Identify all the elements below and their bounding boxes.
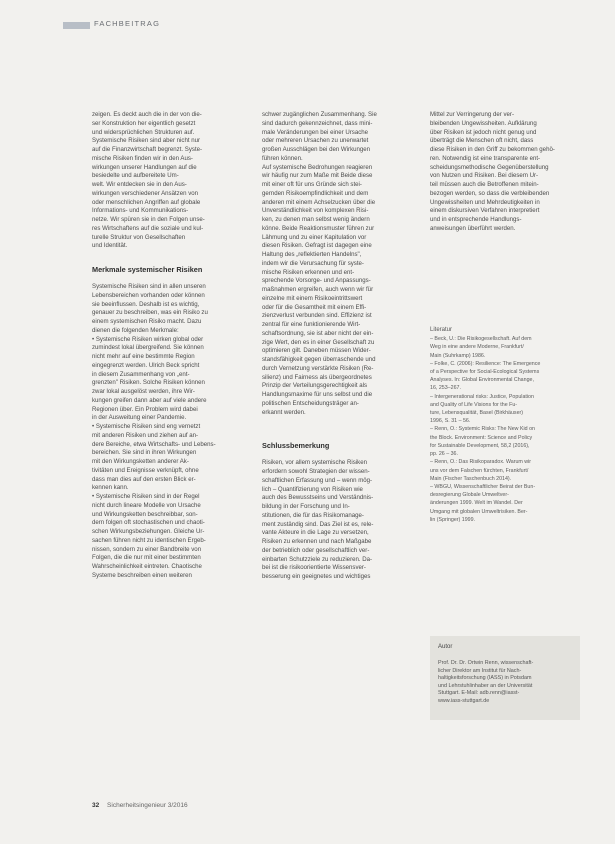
text-line: lich – Quantifizierung von Risiken wie [262, 485, 363, 493]
text-line: mit den Wirkungsketten anderer Ak- [92, 458, 189, 465]
reference-line: 1996, S. 31 – 56. [430, 418, 471, 425]
reference-line: Weg in eine andere Moderne, Frankfurt/ [430, 344, 524, 351]
text-line: und Wirkungsketten beschreibbar, son- [92, 510, 198, 518]
reference-line: for Sustainable Development, 58,2 (2016), [430, 442, 530, 449]
text-line: diesen Risiken. Gefragt ist dagegen eine [262, 242, 372, 250]
reference-line: 16, 253–267. [430, 385, 461, 392]
text-line: einbarten Schutzziele zu reduzieren. Da- [262, 555, 373, 563]
text-line: silienz) und Fairness als übergeordnetes [262, 373, 372, 381]
text-line: wir häufig nur zum Maße mit Beide diese [262, 172, 373, 180]
text-line: stitutionen, die für das Risikomanage- [262, 511, 364, 519]
text-line: Systemische Risiken sind aber nicht nur [92, 137, 201, 145]
reference-line: – Intergenerational risks: Justice, Population [430, 393, 534, 400]
text-line: bildung in der Forschung und In- [262, 503, 350, 510]
text-line: einem diskursiven Verfahren interpretiert [430, 207, 540, 215]
text-line: Wahrscheinlichkeit eintreten. Chaotische [92, 563, 202, 570]
text-line: male Veränderungen bei einer Ursache [262, 128, 369, 136]
text-line: und widersprüchlichen Strukturen auf. [92, 128, 195, 136]
text-line: vante Akteure in die Lage zu versetzen, [262, 529, 369, 537]
reference-line: – Folke, C. (2006): Resilience: The Emergence [430, 360, 541, 367]
text-line: besiedelte und aufbereitete Um- [92, 172, 179, 180]
text-line: teil müssen auch die Betroffenen mitein- [430, 181, 539, 188]
column-2-body2 [262, 459, 412, 582]
reference-line: ture, Lebensqualität, Basel (Birkhäuser) [430, 410, 524, 417]
text-line: tivitäten und Ereignisse verknüpft, ohne [92, 466, 199, 474]
text-line: zwar lokal ausgelöst werden, ihre Wir- [92, 388, 195, 395]
text-line: großen Ausschlägen bei den Wirkungen [262, 146, 371, 153]
bullet-line: • Systemische Risiken wirken global oder [92, 335, 204, 343]
text-line: Informations- und Kommunikations- [92, 207, 189, 215]
reference-line: – Renn, O.: Das Risikoparadox. Warum wir [430, 459, 532, 466]
column-3-body [430, 111, 580, 234]
text-line: schaftlichen Erfassung und – wenn mög- [262, 476, 373, 484]
text-line: zienzverlust verbunden sind. Effizienz ist [262, 312, 372, 320]
text-column-1 [92, 111, 242, 581]
text-line: scheidungsmethodische Gegenüberstellung [430, 163, 549, 171]
text-line: dass man dies auf den ersten Blick er- [92, 475, 196, 483]
text-line: mit einer oft für uns Gründe sich stei- [262, 181, 362, 188]
text-line: und Identität. [92, 242, 128, 250]
text-line: Auf systemische Bedrohungen reagieren [262, 163, 373, 171]
text-line: welt. Wir entdecken sie in den Aus- [92, 181, 187, 188]
text-line: diese Risiken in den Griff zu bekommen gehö- [430, 146, 555, 153]
section-label: FACHBEITRAG [94, 19, 161, 28]
text-line: durch Vernetzung verstärkte Risiken (Re- [262, 364, 374, 372]
publication-name: Sicherheitsingenieur 3/2016 [107, 802, 188, 809]
author-line: und Lehrstuhlinhaber an der Universität [438, 682, 533, 689]
text-line: ment zuständig sind. Das Ziel ist es, rele- [262, 520, 374, 528]
author-box [430, 636, 580, 720]
text-line: bleibenden Ungewissheiten. Aufklärung [430, 119, 537, 127]
text-line: zentral für eine funktionierende Wirt- [262, 321, 361, 328]
text-line: nicht mehr auf eine bestimmte Region [92, 353, 195, 360]
author-line: www.iass-stuttgart.de [438, 697, 490, 704]
text-line: dern folgen oft stochastischen und chaoti- [92, 519, 205, 527]
text-line: Lähmung und zu einer Kapitulation vor [262, 233, 367, 241]
section-heading-merkmale: Merkmale systemischer Risiken [92, 265, 203, 274]
text-line: überträgt die Menschen oft nicht, dass [430, 137, 534, 145]
text-line: Unverständlichkeit von komplexen Risi- [262, 207, 369, 215]
text-line: eingegrenzt werden. Ulrich Beck spricht [92, 361, 200, 369]
author-box-text [438, 660, 574, 706]
text-line: erfordern sowohl Strategien der wissen- [262, 468, 370, 475]
text-line: Systeme beschreiben einen weiteren [92, 571, 192, 579]
text-line: kungen greifen dann aber auf viele andere [92, 396, 207, 404]
text-line: besserung ein geeignetes und wichtiges [262, 573, 371, 580]
text-line: res Wirtschaftens auf die soziale und kul- [92, 224, 204, 232]
text-line: sachen führen nicht zu identischen Ergeb- [92, 536, 206, 544]
reference-line: the Block. Environment: Science and Policy [430, 434, 533, 441]
text-line: optimieren gilt. Daneben müssen Wider- [262, 347, 371, 355]
text-line: Prinzip der Verteilungsgerechtigkeit als [262, 382, 368, 390]
reference-line: uns vor dem Falschen fürchten, Frankfurt/ [430, 467, 529, 474]
text-line: auch des Bewusstseins und Verständnis- [262, 494, 374, 502]
text-line: erkannt werden. [262, 408, 306, 416]
text-line: wirkungen verschiedener Ansätzen von [92, 189, 199, 197]
text-line: grenzten" Risiken. Solche Risiken können [92, 379, 205, 387]
text-line: einem systemischen Risiko macht. Dazu [92, 318, 202, 325]
author-line: haltigkeitsforschung (IASS) in Potsdam [438, 675, 532, 682]
column-1-intro [92, 111, 242, 251]
text-line: gernden Risikoempfindlichkeit und dem [262, 189, 369, 197]
reference-line: Main (Suhrkamp) 1986. [430, 352, 486, 359]
text-line: Lebensbereichen vorhanden oder können [92, 291, 205, 299]
text-line: Systemische Risiken sind in allen unseren [92, 283, 206, 290]
reference-line: and Quality of Life Visions for the Fu- [430, 401, 518, 408]
text-line: mische Risiken erkennen und ent- [262, 268, 355, 276]
text-line: kennen kann. [92, 484, 129, 492]
text-line: wirkungen unserer Handlungen auf die [92, 163, 197, 171]
reference-line: lin (Springer) 1999. [430, 516, 476, 523]
text-line: sprechende Vorsorge- und Anpassungs- [262, 277, 371, 285]
text-line: indem wir die Verursachung für syste- [262, 259, 364, 267]
text-line: schaftsordnung, sie ist aber nicht der ein- [262, 329, 374, 337]
text-line: sind dadurch gekennzeichnet, dass mini- [262, 119, 373, 127]
text-line: Folgen, die die nur mit einer bestimmten [92, 554, 201, 562]
author-line: Prof. Dr. Dr. Ortwin Renn, wissenschaft- [438, 660, 534, 666]
text-line: einzelne mit einem Risikoeintrittswert [262, 294, 363, 302]
text-line: in der Ausweitung einer Pandemie. [92, 414, 187, 422]
text-line: zumindest lokal übergreifend. Sie können [92, 344, 204, 352]
text-line: ken, zu denen man selbst wenig ändern [262, 216, 370, 223]
text-line: Risiken zu erkennen und nach Maßgabe [262, 538, 372, 545]
column-2-body [262, 111, 412, 417]
text-line: Ungewissheiten und Mehrdeutigkeiten in [430, 198, 540, 206]
text-line: zige Wert, den es in einer Gesellschaft zu [262, 338, 375, 346]
text-line: bezogen werden, so dass die verbleibenden [430, 189, 550, 197]
text-line: in diesem Zusammenhang von „ent- [92, 370, 190, 378]
text-line: Regionen über. Ein Problem wird dabei [92, 405, 198, 413]
text-line: dienen die folgenden Merkmale: [92, 326, 179, 334]
text-line: bereichen. Sie sind in ihren Wirkungen [92, 449, 197, 457]
text-line: auf die Finanzwirtschaft begrenzt. Syste- [92, 146, 203, 153]
section-heading-schlussbemerkung: Schlussbemerkung [262, 441, 330, 451]
text-line: Handlungsmaxime für uns selbst und die [262, 391, 373, 398]
text-line: und in entsprechende Handlungs- [430, 216, 522, 223]
reference-line: pp. 26 – 36. [430, 451, 458, 458]
author-line: licher Direktor am Institut für Nach- [438, 667, 522, 674]
bullet-line: • Systemische Risiken sind in der Regel [92, 493, 200, 500]
text-column-3 [430, 111, 580, 525]
text-line: ser Konstruktion her eigentlich gesetzt [92, 119, 196, 127]
text-line: sie beeinflussen. Deshalb ist es wichtig, [92, 300, 200, 308]
text-line: oder menschlichen Angriffen auf globale [92, 198, 201, 206]
reference-line: – Renn, O.: Systemic Risks: The New Kid on [430, 426, 535, 433]
text-line: Haltung des „reflektierten Handelns", [262, 251, 362, 258]
reference-line: – WBGU, Wissenschaftlicher Beirat der Bun- [430, 483, 536, 490]
text-line: standsfähigkeit gegen überraschende und [262, 356, 376, 363]
text-line: könne. Beide Reaktionsmuster führen zur [262, 224, 375, 232]
text-line: anweisungen überführt werden. [430, 224, 516, 232]
column-1-body [92, 283, 242, 581]
author-box-title: Autor [438, 644, 453, 650]
text-line: oder mehreren Ursachen zu unerwartet [262, 137, 369, 145]
text-line: mische Risiken finden wir in den Aus- [92, 154, 193, 162]
text-line: anderen mit einem Achselzucken über die [262, 198, 376, 206]
text-column-2 [262, 111, 412, 582]
page-number: 32 [92, 802, 100, 809]
author-line: Stuttgart. E-Mail: adb.renn@iasst- [438, 690, 520, 697]
references-title: Literatur [430, 326, 453, 333]
text-line: zeigen. Es deckt auch die in der von die- [92, 111, 202, 118]
text-line: bei ist die risikoorientierte Wissensver- [262, 564, 366, 572]
text-line: mit anderen Risiken und ziehen auf an- [92, 431, 199, 439]
text-line: maßnahmen ergreifen, auch wenn wir für [262, 286, 374, 293]
text-line: dere Bereiche, etwa Wirtschafts- und Lebens- [92, 440, 216, 448]
references-list [430, 326, 580, 524]
text-line: politischen Entscheidungsträger an- [262, 399, 359, 407]
reference-line: Umgang mit globalen Umweltrisiken. Ber- [430, 508, 528, 515]
text-line: schen Wirkungsbeziehungen. Gleiche Ur- [92, 528, 205, 535]
reference-line: änderungen 1999. Welt im Wandel. Der [430, 500, 523, 507]
text-line: der betrieblich oder gesellschaftlich ver- [262, 546, 370, 554]
text-line: nicht durch lineare Modelle von Ursache [92, 501, 201, 509]
text-line: von Nutzen und Risiken. Bei diesem Ur- [430, 172, 539, 180]
text-line: über Risiken ist jedoch nicht genug und [430, 128, 537, 136]
text-line: turelle Struktur von Gesellschaften [92, 233, 186, 241]
text-line: oder für die Gesamtheit mit einem Effi- [262, 303, 367, 311]
header-color-bar [63, 22, 90, 29]
text-line: genauer zu beschreiben, was ein Risiko zu [92, 309, 208, 317]
reference-line: Analyses. In: Global Environmental Change, [430, 377, 534, 384]
reference-line: of a Perspective for Social-Ecological Systems [430, 369, 540, 376]
reference-line: desregierung Globale Umweltver- [430, 492, 509, 499]
text-line: nissen, sondern zu einer Bandbreite von [92, 545, 202, 553]
text-line: netze. Wir spüren sie in den Folgen unse- [92, 216, 205, 223]
reference-line: Main (Fischer Taschenbuch 2014). [430, 475, 512, 482]
text-line: Mittel zur Verringerung der ver- [430, 111, 514, 118]
bullet-line: • Systemische Risiken sind eng vernetzt [92, 423, 201, 430]
text-line: Risiken, vor allem systemische Risiken [262, 459, 367, 467]
page-footer [92, 802, 188, 809]
text-line: schwer zugänglichen Zusammenhang. Sie [262, 111, 377, 118]
reference-line: – Beck, U.: Die Risikogesellschaft. Auf dem [430, 336, 532, 343]
page-header [63, 18, 563, 32]
text-line: ren. Notwendig ist eine transparente ent- [430, 154, 541, 162]
text-line: führen können. [262, 154, 303, 162]
